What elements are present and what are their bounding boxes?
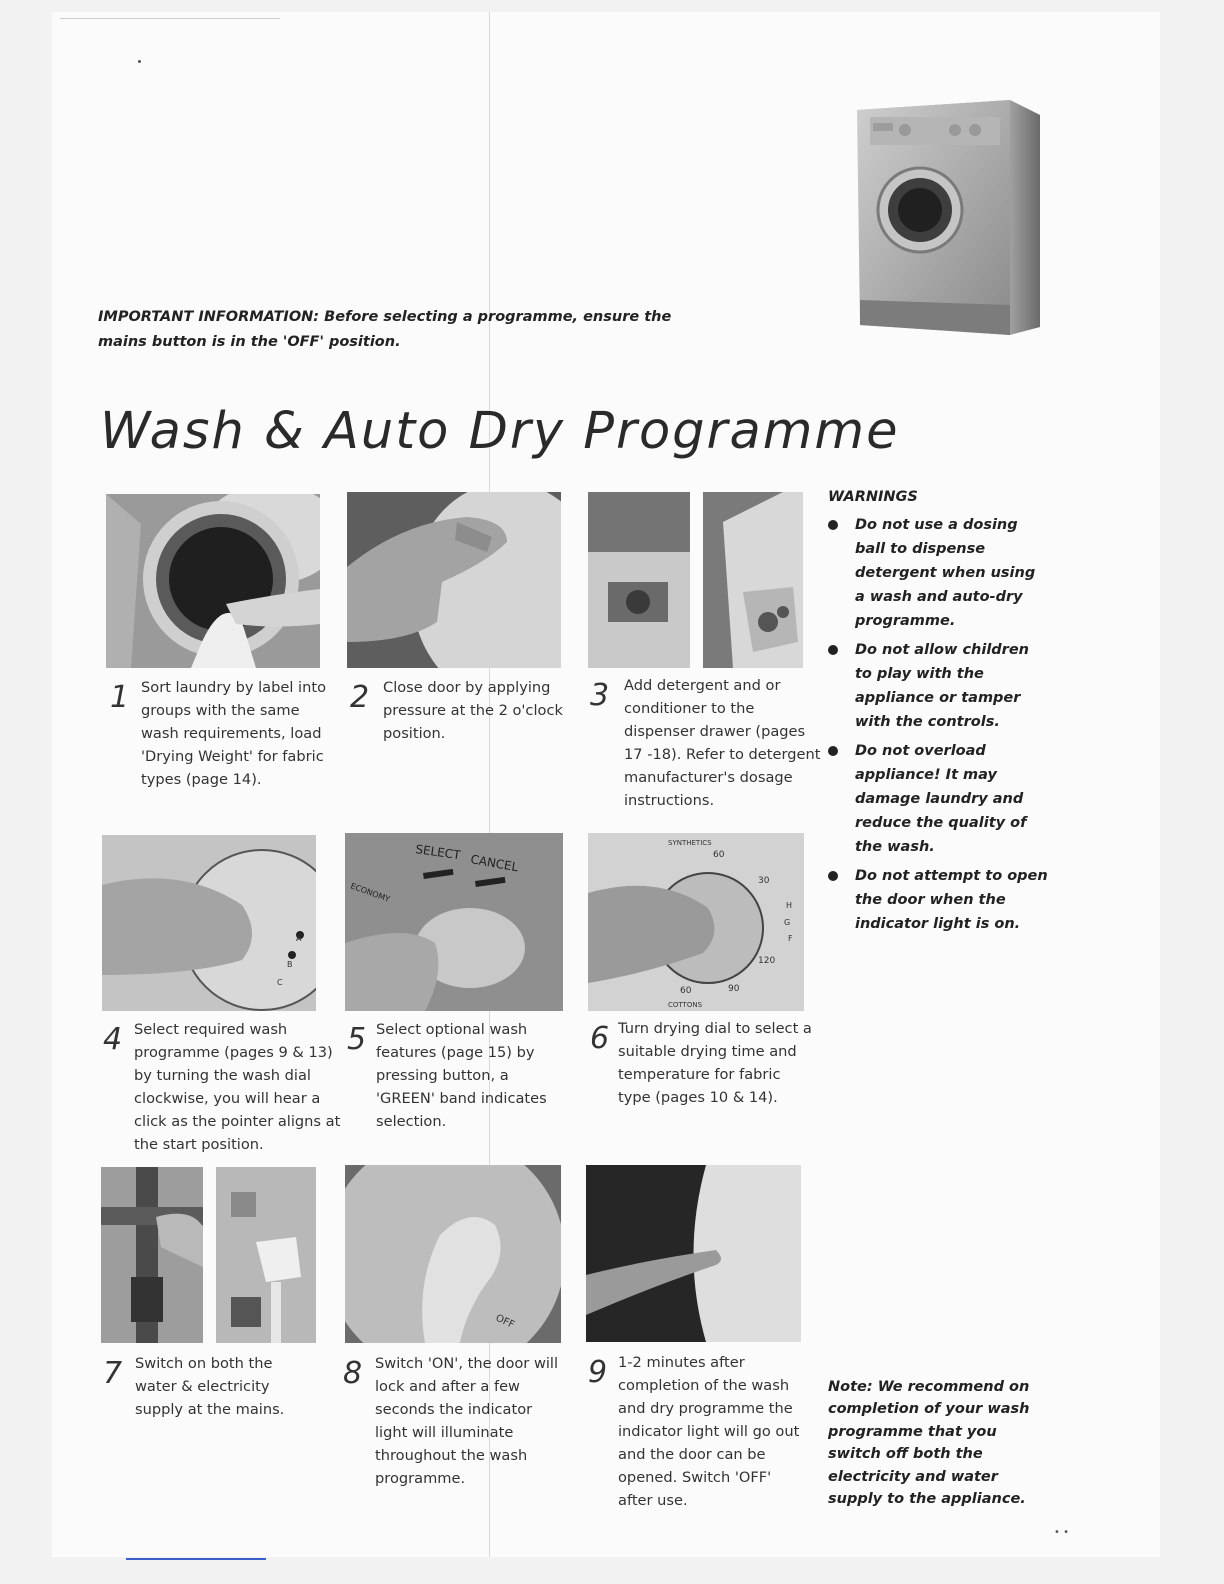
warning-text: Do not overload appliance! It may damage laundry and reduce the quality of the wash. <box>855 743 1027 855</box>
bullet-icon <box>828 520 838 530</box>
dial-label-c: C <box>277 978 283 987</box>
page-title: Wash & Auto Dry Programme <box>100 402 900 461</box>
step-text: Add detergent and or conditioner to the dispenser drawer (pages 17 -18). Refer to detergent manufacturer's dosage instructions. <box>624 677 821 809</box>
step-3-photo-a <box>588 492 690 668</box>
step-number: 7 <box>103 1356 123 1391</box>
step-text: Select required wash programme (pages 9 & 13) by turning the wash dial clockwise, you will hear a click as the pointer aligns at the start position. <box>134 1021 341 1153</box>
step-text: Turn drying dial to select a suitable drying time and temperature for fabric type (pages 10 & 14). <box>618 1020 812 1106</box>
step-9-photo <box>586 1165 801 1342</box>
dial-label-h: H <box>786 901 793 910</box>
step-number: 1 <box>110 680 130 715</box>
dial-label-90: 90 <box>728 984 740 994</box>
step-number: 9 <box>588 1355 608 1390</box>
warning-item <box>828 638 1048 734</box>
step-number: 4 <box>103 1022 123 1057</box>
step-7-photo-b <box>216 1167 316 1343</box>
step-6 <box>590 1017 815 1137</box>
step-text: Sort laundry by label into groups with the same wash requirements, load 'Drying Weight' for fabric types (page 14). <box>141 679 327 788</box>
step-text: 1-2 minutes after completion of the wash and dry programme the indicator light will go out and the door can be opened. Switch 'OFF' after use. <box>618 1354 800 1509</box>
warnings-panel <box>828 486 1048 941</box>
step-8 <box>343 1352 568 1497</box>
step-text: Close door by applying pressure at the 2 o'clock position. <box>383 679 563 742</box>
dial-label-g: G <box>784 918 791 927</box>
step-number: 5 <box>347 1022 367 1057</box>
step-2-photo <box>347 492 561 668</box>
dial-label-60: 60 <box>713 850 725 860</box>
warning-text: Do not use a dosing ball to dispense detergent when using a wash and auto-dry programme. <box>855 517 1036 629</box>
step-6-photo <box>588 833 804 1011</box>
dial-label-30: 30 <box>758 876 770 886</box>
step-9 <box>588 1351 813 1516</box>
step-8-photo <box>345 1165 561 1343</box>
step-number: 8 <box>343 1356 363 1391</box>
cottons-label: COTTONS <box>668 1001 703 1009</box>
step-number: 3 <box>590 678 610 713</box>
synthetics-label: SYNTHETICS <box>668 839 712 847</box>
step-2 <box>350 676 575 756</box>
dial-label-120: 120 <box>758 956 776 966</box>
scan-speck <box>138 60 141 63</box>
step-text: Switch on both the water & electricity supply at the mains. <box>135 1355 285 1418</box>
bullet-icon <box>828 871 838 881</box>
select-label: SELECT <box>414 842 462 863</box>
step-7 <box>103 1352 323 1432</box>
scan-edge-line <box>60 18 280 19</box>
warning-text: Do not allow children to play with the appliance or tamper with the controls. <box>855 642 1029 730</box>
recommendation-note: Note: We recommend on completion of your wash programme that you switch off both the electricity and water supply to the appliance. <box>828 1379 1030 1508</box>
step-5 <box>347 1018 567 1138</box>
step-number: 6 <box>590 1021 610 1056</box>
warning-item <box>828 513 1048 633</box>
dial-label-a: A <box>296 934 302 943</box>
off-label: OFF <box>493 1312 516 1331</box>
washing-machine-image <box>845 95 1050 350</box>
scan-edge-line-blue <box>126 1558 266 1560</box>
warnings-heading: WARNINGS <box>828 489 918 505</box>
step-4 <box>103 1018 343 1158</box>
economy-label: ECONOMY <box>349 881 391 904</box>
bullet-icon <box>828 746 838 756</box>
important-information: IMPORTANT INFORMATION: Before selecting a programme, ensure the mains button is in the 'OFF' position. <box>98 309 672 350</box>
step-text: Select optional wash features (page 15) by pressing button, a 'GREEN' band indicates selection. <box>376 1021 547 1130</box>
step-1 <box>110 676 335 801</box>
bullet-icon <box>828 645 838 655</box>
dial-label-60b: 60 <box>680 986 692 996</box>
dial-label-f: F <box>788 934 793 943</box>
step-7-photo-a <box>101 1167 203 1343</box>
step-3-photo-b <box>703 492 803 668</box>
step-1-photo <box>106 494 320 668</box>
step-number: 2 <box>350 680 370 715</box>
warning-item <box>828 739 1048 859</box>
warning-item <box>828 864 1048 936</box>
step-5-photo <box>345 833 563 1011</box>
scan-mark: • • <box>1054 1527 1069 1538</box>
cancel-label: CANCEL <box>469 852 520 875</box>
step-text: Switch 'ON', the door will lock and after a few seconds the indicator light will illuminate throughout the wash programme. <box>375 1355 559 1487</box>
step-4-photo <box>102 835 316 1011</box>
dial-label-b: B <box>287 960 293 969</box>
warning-text: Do not attempt to open the door when the indicator light is on. <box>855 868 1048 932</box>
step-3 <box>590 674 825 814</box>
